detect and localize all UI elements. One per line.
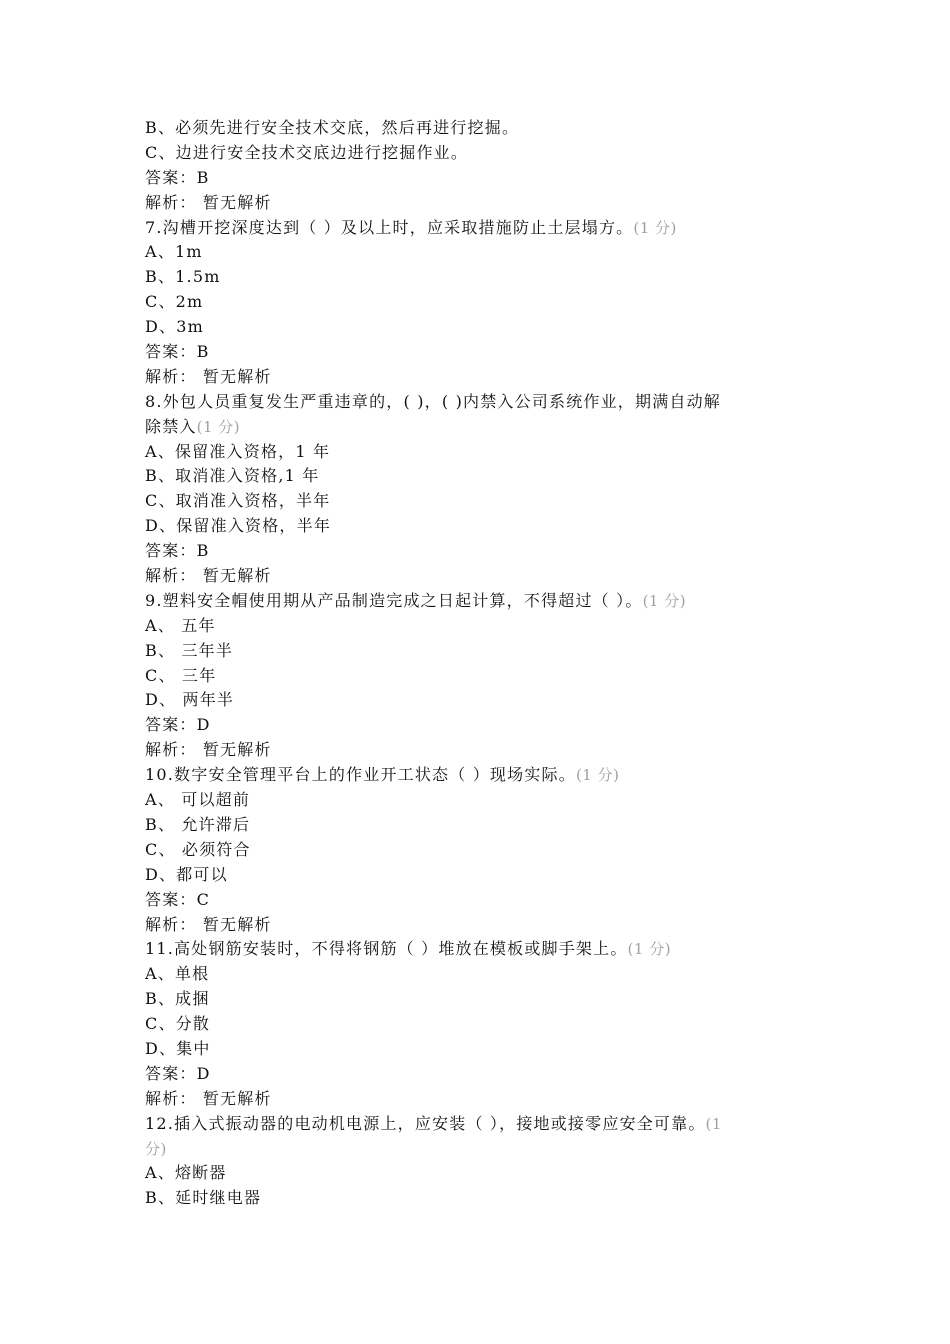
text-line bbox=[145, 514, 805, 539]
line-text: 除禁入 bbox=[145, 416, 197, 436]
text-line bbox=[145, 813, 805, 838]
text-line bbox=[145, 614, 805, 639]
score-label: (1 bbox=[705, 1114, 722, 1133]
text-line bbox=[145, 116, 805, 141]
line-text: 答案：D bbox=[145, 715, 211, 735]
line-text: B、 允许滞后 bbox=[145, 814, 251, 834]
line-text: 10.数字安全管理平台上的作业开工状态（ ）现场实际。 bbox=[145, 765, 576, 785]
line-text: 12.插入式振动器的电动机电源上，应安装（ ），接地或接零应安全可靠。 bbox=[145, 1113, 706, 1133]
score-label: (1 分) bbox=[196, 417, 241, 436]
text-line bbox=[145, 1112, 805, 1137]
line-text: B、必须先进行安全技术交底，然后再进行挖掘。 bbox=[145, 118, 520, 137]
text-line bbox=[145, 166, 805, 191]
line-text: A、熔断器 bbox=[145, 1163, 227, 1183]
line-text: B、成捆 bbox=[145, 989, 210, 1009]
line-text: B、取消准入资格,1 年 bbox=[145, 466, 320, 486]
line-text: C、取消准入资格，半年 bbox=[145, 491, 331, 511]
line-text: D、 两年半 bbox=[145, 690, 235, 710]
text-line bbox=[145, 1062, 805, 1087]
line-text: 答案：D bbox=[145, 1063, 211, 1083]
line-text: C、分散 bbox=[145, 1014, 211, 1034]
text-line bbox=[145, 962, 805, 987]
line-text: 9.塑料安全帽使用期从产品制造完成之日起计算，不得超过（ ）。 bbox=[145, 590, 643, 610]
line-text: A、1m bbox=[145, 242, 203, 262]
line-text: 答案：B bbox=[145, 167, 210, 187]
line-text: A、 可以超前 bbox=[145, 790, 251, 810]
line-text: 7.沟槽开挖深度达到（ ）及以上时，应采取措施防止土层塌方。 bbox=[145, 217, 634, 237]
text-line bbox=[145, 440, 805, 465]
line-text: B、 三年半 bbox=[145, 640, 234, 660]
text-line bbox=[145, 688, 805, 713]
text-line bbox=[145, 738, 805, 763]
line-text: C、2m bbox=[145, 292, 204, 312]
text-line bbox=[145, 265, 805, 290]
line-text: C、 必须符合 bbox=[145, 839, 251, 859]
text-line bbox=[145, 290, 805, 315]
text-line bbox=[145, 1161, 805, 1186]
line-text: 解析： 暂无解析 bbox=[145, 192, 272, 212]
text-line bbox=[145, 216, 805, 241]
line-text: B、1.5m bbox=[145, 267, 221, 287]
text-line bbox=[145, 913, 805, 938]
score-label: 分) bbox=[145, 1139, 167, 1158]
line-text: 解析： 暂无解析 bbox=[145, 914, 272, 934]
text-line bbox=[145, 489, 805, 514]
text-line bbox=[145, 1037, 805, 1062]
line-text: D、集中 bbox=[145, 1038, 211, 1058]
line-text: A、 五年 bbox=[145, 615, 216, 635]
line-text: C、边进行安全技术交底边进行挖掘作业。 bbox=[145, 142, 469, 162]
text-line bbox=[145, 240, 805, 265]
text-line bbox=[145, 539, 805, 564]
text-line bbox=[145, 564, 805, 589]
text-line bbox=[145, 141, 805, 166]
line-text: A、保留准入资格，1 年 bbox=[145, 441, 331, 461]
line-text: 11.高处钢筋安装时，不得将钢筋（ ）堆放在模板或脚手架上。 bbox=[145, 939, 628, 959]
text-line bbox=[145, 191, 805, 216]
text-line bbox=[145, 415, 805, 440]
score-label: (1 分) bbox=[633, 218, 677, 237]
text-line bbox=[145, 390, 805, 415]
text-line bbox=[145, 863, 805, 888]
text-line bbox=[145, 838, 805, 863]
document-body bbox=[145, 116, 805, 1211]
text-line bbox=[145, 1012, 805, 1037]
text-line bbox=[145, 763, 805, 788]
line-text: A、单根 bbox=[145, 964, 210, 984]
line-text: 答案：C bbox=[145, 889, 211, 909]
text-line bbox=[145, 589, 805, 614]
line-text: B、延时继电器 bbox=[145, 1188, 262, 1208]
text-line bbox=[145, 340, 805, 365]
line-text: 答案：B bbox=[145, 541, 210, 561]
score-label: (1 分) bbox=[575, 766, 620, 785]
line-text: D、保留准入资格，半年 bbox=[145, 516, 332, 536]
line-text: 8.外包人员重复发生严重违章的，( )，( )内禁入公司系统作业，期满自动解 bbox=[145, 391, 722, 411]
text-line bbox=[145, 664, 805, 689]
text-line bbox=[145, 365, 805, 390]
text-line bbox=[145, 713, 805, 738]
text-line bbox=[145, 987, 805, 1012]
line-text: 解析： 暂无解析 bbox=[145, 1088, 272, 1108]
line-text: C、 三年 bbox=[145, 665, 217, 685]
text-line bbox=[145, 639, 805, 664]
text-line bbox=[145, 788, 805, 813]
text-line bbox=[145, 1186, 805, 1211]
score-label: (1 分) bbox=[642, 591, 687, 610]
text-line bbox=[145, 937, 805, 962]
score-label: (1 分) bbox=[627, 940, 672, 959]
text-line bbox=[145, 888, 805, 913]
line-text: 解析： 暂无解析 bbox=[145, 566, 272, 586]
line-text: D、都可以 bbox=[145, 864, 228, 884]
text-line bbox=[145, 1087, 805, 1112]
line-text: 解析： 暂无解析 bbox=[145, 740, 272, 760]
text-line bbox=[145, 1137, 805, 1162]
line-text: D、3m bbox=[145, 317, 204, 337]
line-text: 解析： 暂无解析 bbox=[145, 366, 272, 386]
text-line bbox=[145, 315, 805, 340]
text-line bbox=[145, 464, 805, 489]
line-text: 答案：B bbox=[145, 342, 210, 362]
